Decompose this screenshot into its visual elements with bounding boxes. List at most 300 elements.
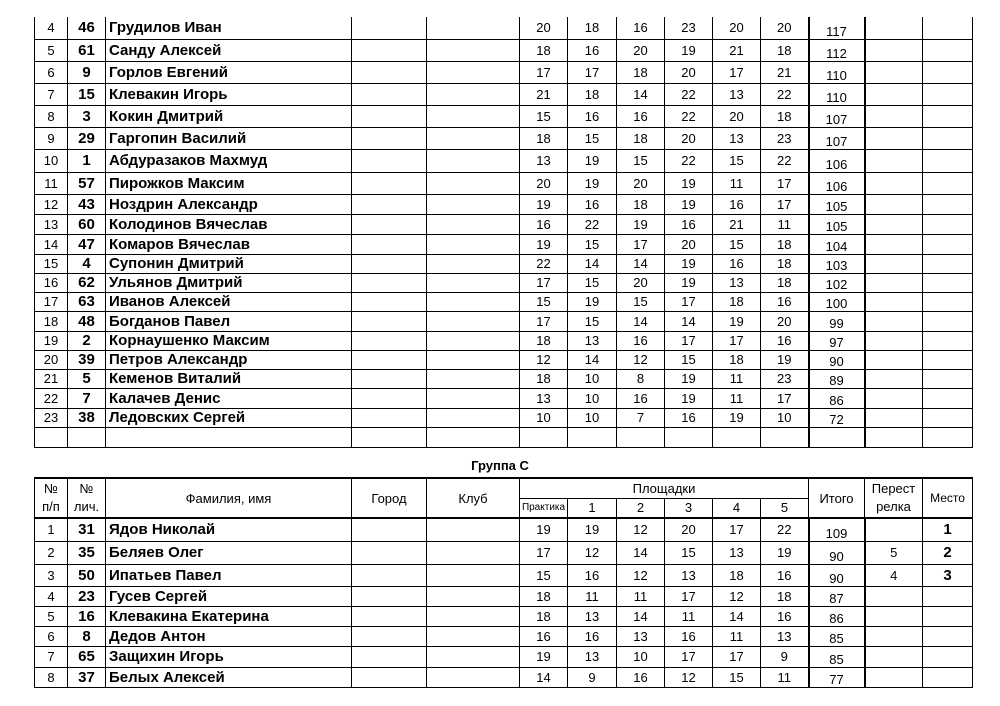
empty-cell (106, 427, 352, 447)
participant-name: Ледовских Сергей (106, 408, 352, 427)
city-cell (352, 408, 427, 427)
club-cell (427, 626, 520, 646)
club-cell (427, 105, 520, 127)
city-cell (352, 350, 427, 369)
place-value (923, 667, 973, 687)
empty-cell (665, 427, 713, 447)
site-score: 17 (568, 61, 617, 83)
site-score: 18 (568, 17, 617, 39)
license-number: 31 (68, 518, 106, 541)
site-score: 15 (665, 541, 713, 564)
site-score: 18 (761, 273, 809, 292)
practice-score: 17 (520, 273, 568, 292)
table-row (35, 667, 973, 687)
site-score: 22 (665, 83, 713, 105)
license-number: 37 (68, 667, 106, 687)
empty-cell (617, 427, 665, 447)
site-score: 14 (713, 606, 761, 626)
site-score: 17 (713, 331, 761, 350)
table-row (35, 408, 973, 427)
table-row (35, 518, 973, 541)
site-score: 23 (761, 127, 809, 149)
row-number: 23 (35, 408, 68, 427)
participant-name: Ульянов Дмитрий (106, 273, 352, 292)
city-cell (352, 606, 427, 626)
city-cell (352, 331, 427, 350)
license-number: 57 (68, 172, 106, 194)
site-score: 22 (761, 518, 809, 541)
site-score: 19 (665, 369, 713, 388)
shootoff-cell (865, 254, 923, 273)
site-score: 19 (665, 194, 713, 214)
club-cell (427, 292, 520, 311)
practice-score: 17 (520, 61, 568, 83)
site-score: 10 (617, 646, 665, 667)
site-score: 19 (665, 388, 713, 408)
site-score: 15 (713, 149, 761, 172)
total-score: 106 (809, 149, 865, 172)
club-cell (427, 606, 520, 626)
site-score: 23 (665, 17, 713, 39)
city-cell (352, 292, 427, 311)
license-number: 35 (68, 541, 106, 564)
place-cell (923, 350, 973, 369)
participant-name: Ядов Николай (106, 518, 352, 541)
participant-name: Дедов Антон (106, 626, 352, 646)
table-row (35, 331, 973, 350)
city-cell (352, 149, 427, 172)
table-row (35, 369, 973, 388)
place-cell (923, 254, 973, 273)
table-row (35, 39, 973, 61)
site-score: 19 (665, 273, 713, 292)
place-value: 2 (923, 541, 973, 564)
practice-score: 18 (520, 586, 568, 606)
col-header-total: Итого (809, 478, 865, 518)
site-score: 20 (665, 127, 713, 149)
empty-cell (568, 427, 617, 447)
practice-score: 17 (520, 541, 568, 564)
city-cell (352, 564, 427, 586)
col-header-city: Город (352, 478, 427, 518)
site-score: 14 (617, 83, 665, 105)
site-score: 17 (665, 586, 713, 606)
site-score: 17 (665, 331, 713, 350)
total-score: 105 (809, 214, 865, 234)
shootoff-cell (865, 292, 923, 311)
site-score: 11 (713, 388, 761, 408)
total-score: 85 (809, 626, 865, 646)
club-cell (427, 127, 520, 149)
total-score: 77 (809, 667, 865, 687)
club-cell (427, 273, 520, 292)
site-score: 16 (761, 564, 809, 586)
license-number: 3 (68, 105, 106, 127)
site-score: 20 (617, 39, 665, 61)
practice-score: 14 (520, 667, 568, 687)
city-cell (352, 518, 427, 541)
site-score: 13 (713, 541, 761, 564)
club-cell (427, 39, 520, 61)
shootoff-cell (865, 214, 923, 234)
license-number: 60 (68, 214, 106, 234)
site-score: 10 (761, 408, 809, 427)
place-cell (923, 214, 973, 234)
col-header-name: Фамилия, имя (106, 478, 352, 518)
total-score: 89 (809, 369, 865, 388)
site-score: 22 (761, 149, 809, 172)
site-score: 13 (713, 127, 761, 149)
site-score: 16 (568, 626, 617, 646)
table-row (35, 626, 973, 646)
row-number: 20 (35, 350, 68, 369)
site-score: 10 (568, 369, 617, 388)
site-score: 16 (665, 626, 713, 646)
site-score: 18 (568, 83, 617, 105)
participant-name: Супонин Дмитрий (106, 254, 352, 273)
site-score: 13 (665, 564, 713, 586)
club-cell (427, 518, 520, 541)
site-score: 16 (617, 105, 665, 127)
site-score: 15 (568, 234, 617, 254)
table-row (35, 254, 973, 273)
place-cell (923, 83, 973, 105)
site-score: 19 (665, 39, 713, 61)
table-row (35, 194, 973, 214)
place-value (923, 646, 973, 667)
site-score: 12 (568, 541, 617, 564)
total-score: 86 (809, 388, 865, 408)
place-cell (923, 105, 973, 127)
shootoff-score (865, 626, 923, 646)
participant-name: Корнаушенко Максим (106, 331, 352, 350)
practice-score: 15 (520, 564, 568, 586)
participant-name: Защихин Игорь (106, 646, 352, 667)
group-b-body (35, 17, 973, 447)
site-score: 19 (665, 254, 713, 273)
city-cell (352, 626, 427, 646)
row-number: 10 (35, 149, 68, 172)
site-score: 8 (617, 369, 665, 388)
shootoff-score: 4 (865, 564, 923, 586)
table-row (35, 105, 973, 127)
site-score: 11 (761, 667, 809, 687)
row-number: 7 (35, 83, 68, 105)
site-score: 19 (665, 172, 713, 194)
shootoff-cell (865, 17, 923, 39)
shootoff-cell (865, 83, 923, 105)
row-number: 4 (35, 586, 68, 606)
practice-score: 18 (520, 39, 568, 61)
site-score: 13 (617, 626, 665, 646)
row-number: 21 (35, 369, 68, 388)
site-score: 20 (761, 17, 809, 39)
total-score: 110 (809, 83, 865, 105)
site-score: 15 (568, 127, 617, 149)
club-cell (427, 350, 520, 369)
site-score: 20 (761, 311, 809, 331)
col-header-site-5: 5 (761, 498, 809, 518)
practice-score: 20 (520, 172, 568, 194)
site-score: 11 (665, 606, 713, 626)
place-cell (923, 388, 973, 408)
license-number: 8 (68, 626, 106, 646)
site-score: 12 (617, 564, 665, 586)
site-score: 16 (568, 194, 617, 214)
city-cell (352, 273, 427, 292)
empty-cell (713, 427, 761, 447)
participant-name: Кеменов Виталий (106, 369, 352, 388)
site-score: 18 (713, 350, 761, 369)
place-cell (923, 234, 973, 254)
site-score: 19 (713, 408, 761, 427)
club-cell (427, 388, 520, 408)
site-score: 17 (761, 172, 809, 194)
site-score: 12 (617, 350, 665, 369)
site-score: 14 (617, 311, 665, 331)
site-score: 16 (665, 408, 713, 427)
practice-score: 21 (520, 83, 568, 105)
site-score: 20 (617, 172, 665, 194)
site-score: 20 (665, 61, 713, 83)
city-cell (352, 388, 427, 408)
shootoff-score (865, 606, 923, 626)
total-score: 86 (809, 606, 865, 626)
participant-name: Ипатьев Павел (106, 564, 352, 586)
participant-name: Клевакин Игорь (106, 83, 352, 105)
club-cell (427, 172, 520, 194)
license-number: 1 (68, 149, 106, 172)
shootoff-cell (865, 234, 923, 254)
place-cell (923, 273, 973, 292)
practice-score: 18 (520, 331, 568, 350)
row-number: 5 (35, 606, 68, 626)
row-number: 4 (35, 17, 68, 39)
city-cell (352, 311, 427, 331)
license-number: 63 (68, 292, 106, 311)
participant-name: Калачев Денис (106, 388, 352, 408)
site-score: 13 (568, 331, 617, 350)
club-cell (427, 667, 520, 687)
site-score: 19 (617, 214, 665, 234)
row-number: 9 (35, 127, 68, 149)
row-number: 18 (35, 311, 68, 331)
site-score: 13 (761, 626, 809, 646)
group-b-results-table (34, 17, 973, 448)
participant-name: Гаргопин Василий (106, 127, 352, 149)
shootoff-score (865, 667, 923, 687)
empty-cell (35, 427, 68, 447)
site-score: 16 (761, 606, 809, 626)
place-cell (923, 292, 973, 311)
practice-score: 17 (520, 311, 568, 331)
total-score: 117 (809, 17, 865, 39)
row-number: 8 (35, 667, 68, 687)
site-score: 14 (617, 254, 665, 273)
club-cell (427, 194, 520, 214)
place-cell (923, 408, 973, 427)
club-cell (427, 214, 520, 234)
site-score: 15 (713, 667, 761, 687)
site-score: 15 (713, 234, 761, 254)
practice-score: 20 (520, 17, 568, 39)
site-score: 18 (761, 105, 809, 127)
shootoff-cell (865, 350, 923, 369)
license-number: 61 (68, 39, 106, 61)
license-number: 4 (68, 254, 106, 273)
club-cell (427, 331, 520, 350)
shootoff-score (865, 518, 923, 541)
site-score: 20 (713, 105, 761, 127)
site-score: 19 (761, 350, 809, 369)
site-score: 16 (713, 194, 761, 214)
site-score: 16 (713, 254, 761, 273)
place-cell (923, 17, 973, 39)
col-header-place: Место (923, 478, 973, 518)
table-row (35, 292, 973, 311)
col-header-practice: Практика (520, 498, 568, 518)
license-number: 48 (68, 311, 106, 331)
site-score: 13 (568, 646, 617, 667)
practice-score: 19 (520, 518, 568, 541)
license-number: 15 (68, 83, 106, 105)
site-score: 17 (761, 194, 809, 214)
city-cell (352, 646, 427, 667)
city-cell (352, 214, 427, 234)
site-score: 16 (568, 39, 617, 61)
empty-cell (68, 427, 106, 447)
participant-name: Пирожков Максим (106, 172, 352, 194)
shootoff-cell (865, 331, 923, 350)
practice-score: 13 (520, 388, 568, 408)
participant-name: Горлов Евгений (106, 61, 352, 83)
site-score: 18 (761, 586, 809, 606)
empty-cell (923, 427, 973, 447)
site-score: 21 (713, 214, 761, 234)
place-cell (923, 149, 973, 172)
site-score: 15 (665, 350, 713, 369)
participant-name: Кокин Дмитрий (106, 105, 352, 127)
row-number: 15 (35, 254, 68, 273)
shootoff-cell (865, 61, 923, 83)
shootoff-cell (865, 149, 923, 172)
table-row (35, 564, 973, 586)
row-number: 17 (35, 292, 68, 311)
city-cell (352, 541, 427, 564)
license-number: 9 (68, 61, 106, 83)
participant-name: Иванов Алексей (106, 292, 352, 311)
site-score: 14 (568, 350, 617, 369)
club-cell (427, 17, 520, 39)
row-number: 14 (35, 234, 68, 254)
empty-cell (427, 427, 520, 447)
city-cell (352, 234, 427, 254)
site-score: 22 (761, 83, 809, 105)
participant-name: Абдуразаков Махмуд (106, 149, 352, 172)
site-score: 18 (713, 564, 761, 586)
practice-score: 18 (520, 606, 568, 626)
table-row (35, 606, 973, 626)
shootoff-cell (865, 105, 923, 127)
col-header-site-4: 4 (713, 498, 761, 518)
site-score: 11 (713, 172, 761, 194)
site-score: 18 (617, 194, 665, 214)
license-number: 16 (68, 606, 106, 626)
site-score: 18 (761, 254, 809, 273)
site-score: 9 (761, 646, 809, 667)
site-score: 13 (713, 273, 761, 292)
city-cell (352, 83, 427, 105)
total-score: 107 (809, 127, 865, 149)
site-score: 15 (568, 273, 617, 292)
empty-cell (520, 427, 568, 447)
table-row (35, 586, 973, 606)
practice-score: 18 (520, 369, 568, 388)
site-score: 19 (713, 311, 761, 331)
license-number: 65 (68, 646, 106, 667)
row-number: 19 (35, 331, 68, 350)
site-score: 17 (713, 646, 761, 667)
license-number: 43 (68, 194, 106, 214)
total-score: 103 (809, 254, 865, 273)
total-score: 90 (809, 350, 865, 369)
site-score: 13 (713, 83, 761, 105)
license-number: 50 (68, 564, 106, 586)
total-score: 104 (809, 234, 865, 254)
city-cell (352, 194, 427, 214)
col-header-shootoff: Перест релка (865, 478, 923, 518)
city-cell (352, 105, 427, 127)
city-cell (352, 586, 427, 606)
site-score: 22 (665, 149, 713, 172)
site-score: 17 (617, 234, 665, 254)
site-score: 10 (568, 408, 617, 427)
license-number: 39 (68, 350, 106, 369)
city-cell (352, 667, 427, 687)
site-score: 14 (617, 606, 665, 626)
site-score: 11 (617, 586, 665, 606)
club-cell (427, 311, 520, 331)
site-score: 11 (713, 369, 761, 388)
practice-score: 18 (520, 127, 568, 149)
site-score: 17 (665, 292, 713, 311)
site-score: 20 (617, 273, 665, 292)
row-number: 13 (35, 214, 68, 234)
col-header-sites: Площадки (520, 478, 809, 498)
club-cell (427, 586, 520, 606)
site-score: 18 (713, 292, 761, 311)
total-score: 90 (809, 541, 865, 564)
place-cell (923, 172, 973, 194)
city-cell (352, 369, 427, 388)
city-cell (352, 172, 427, 194)
practice-score: 19 (520, 194, 568, 214)
table-row (35, 127, 973, 149)
site-score: 22 (568, 214, 617, 234)
practice-score: 15 (520, 292, 568, 311)
empty-row (35, 427, 973, 447)
participant-name: Богданов Павел (106, 311, 352, 331)
club-cell (427, 646, 520, 667)
club-cell (427, 234, 520, 254)
site-score: 16 (568, 564, 617, 586)
site-score: 19 (568, 518, 617, 541)
site-score: 9 (568, 667, 617, 687)
practice-score: 10 (520, 408, 568, 427)
table-row (35, 83, 973, 105)
site-score: 7 (617, 408, 665, 427)
row-number: 6 (35, 61, 68, 83)
